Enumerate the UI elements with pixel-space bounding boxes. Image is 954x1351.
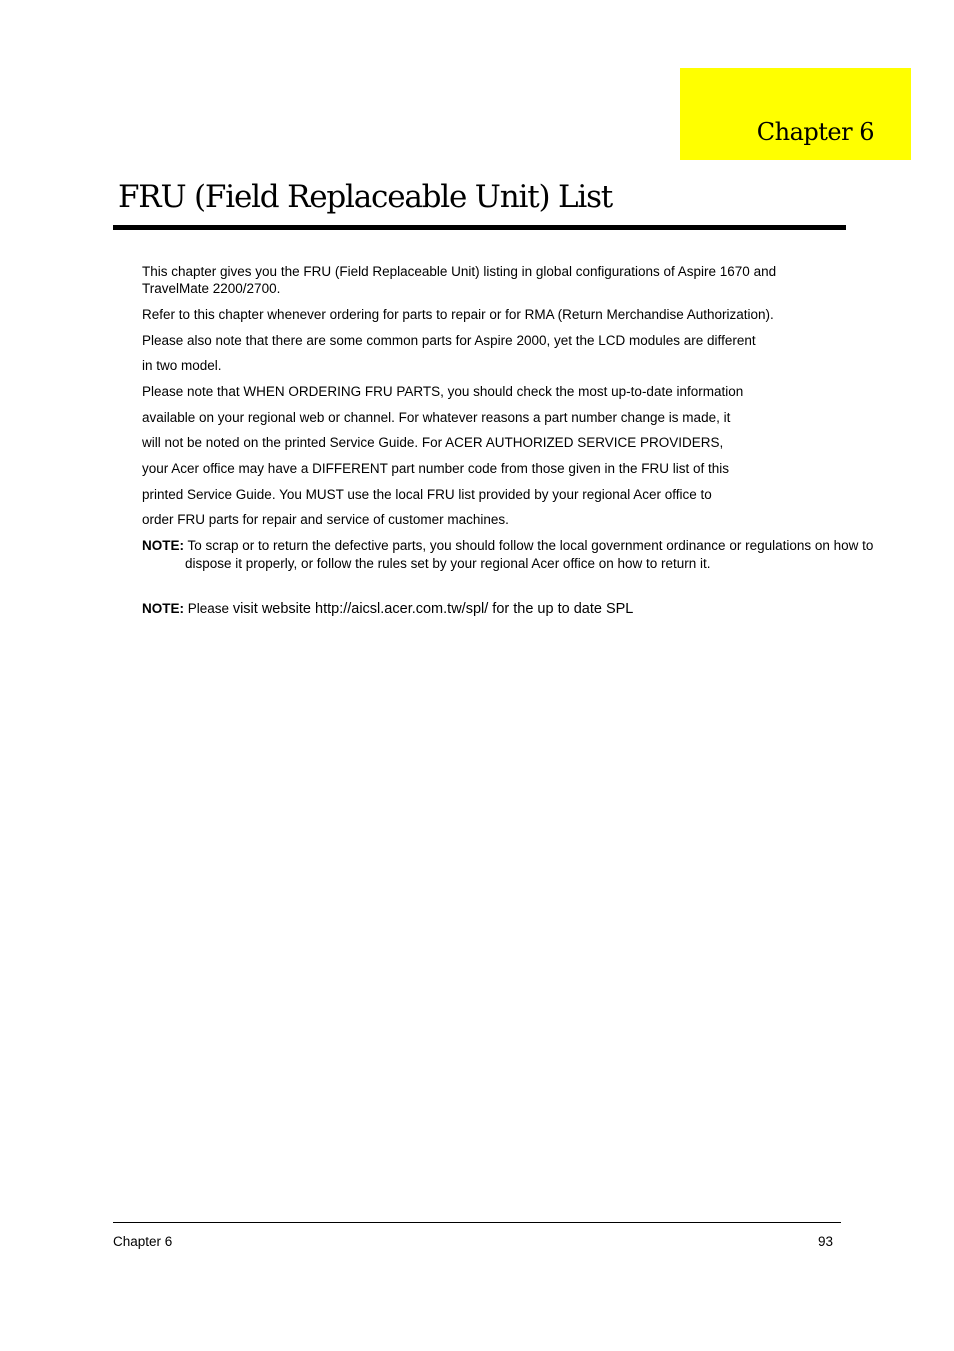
ordering-line-6: order FRU parts for repair and service of customer machines. [142,512,509,527]
common-parts-line: Please also note that there are some common parts for Aspire 2000, yet the LCD modules are different [142,333,756,348]
title-rule [113,225,846,230]
note-text: To scrap or to return the defective parts, you should follow the local government ordinance or regulations on how to dispose it properly, or follow the rules set by your regional Acer office on how to return it. [185,538,874,571]
footer-page-number: 93 [818,1234,834,1249]
page-title: FRU (Field Replaceable Unit) List [118,179,613,215]
note-label: NOTE: [142,601,184,616]
note-scrap [142,537,880,572]
ordering-line-2: available on your regional web or channel. For whatever reasons a part number change is made, it [142,410,731,425]
note-prefix: Please [187,601,230,616]
ordering-line-1: Please note that WHEN ORDERING FRU PARTS, you should check the most up-to-date information [142,384,744,399]
note-label: NOTE: [142,538,184,553]
chapter-tab [680,68,911,160]
note-text: visit website http://aicsl.acer.com.tw/spl/ for the up to date SPL [232,601,634,617]
footer-chapter: Chapter 6 [113,1234,173,1249]
ordering-line-3: will not be noted on the printed Service Guide. For ACER AUTHORIZED SERVICE PROVIDERS, [142,435,724,450]
note-website [142,600,837,619]
chapter-tab-label: Chapter 6 [756,118,874,146]
ordering-line-5: printed Service Guide. You MUST use the local FRU list provided by your regional Acer office to [142,487,712,502]
footer-rule [113,1222,841,1223]
intro-paragraph: This chapter gives you the FRU (Field Replaceable Unit) listing in global configurations of Aspire 1670 and TravelMate 2200/2700. [142,264,777,296]
ordering-line-4: your Acer office may have a DIFFERENT part number code from those given in the FRU list of this [142,461,729,476]
two-model-line: in two model. [142,358,222,373]
refer-paragraph: Refer to this chapter whenever ordering for parts to repair or for RMA (Return Merchandise Authorization). [142,307,774,322]
